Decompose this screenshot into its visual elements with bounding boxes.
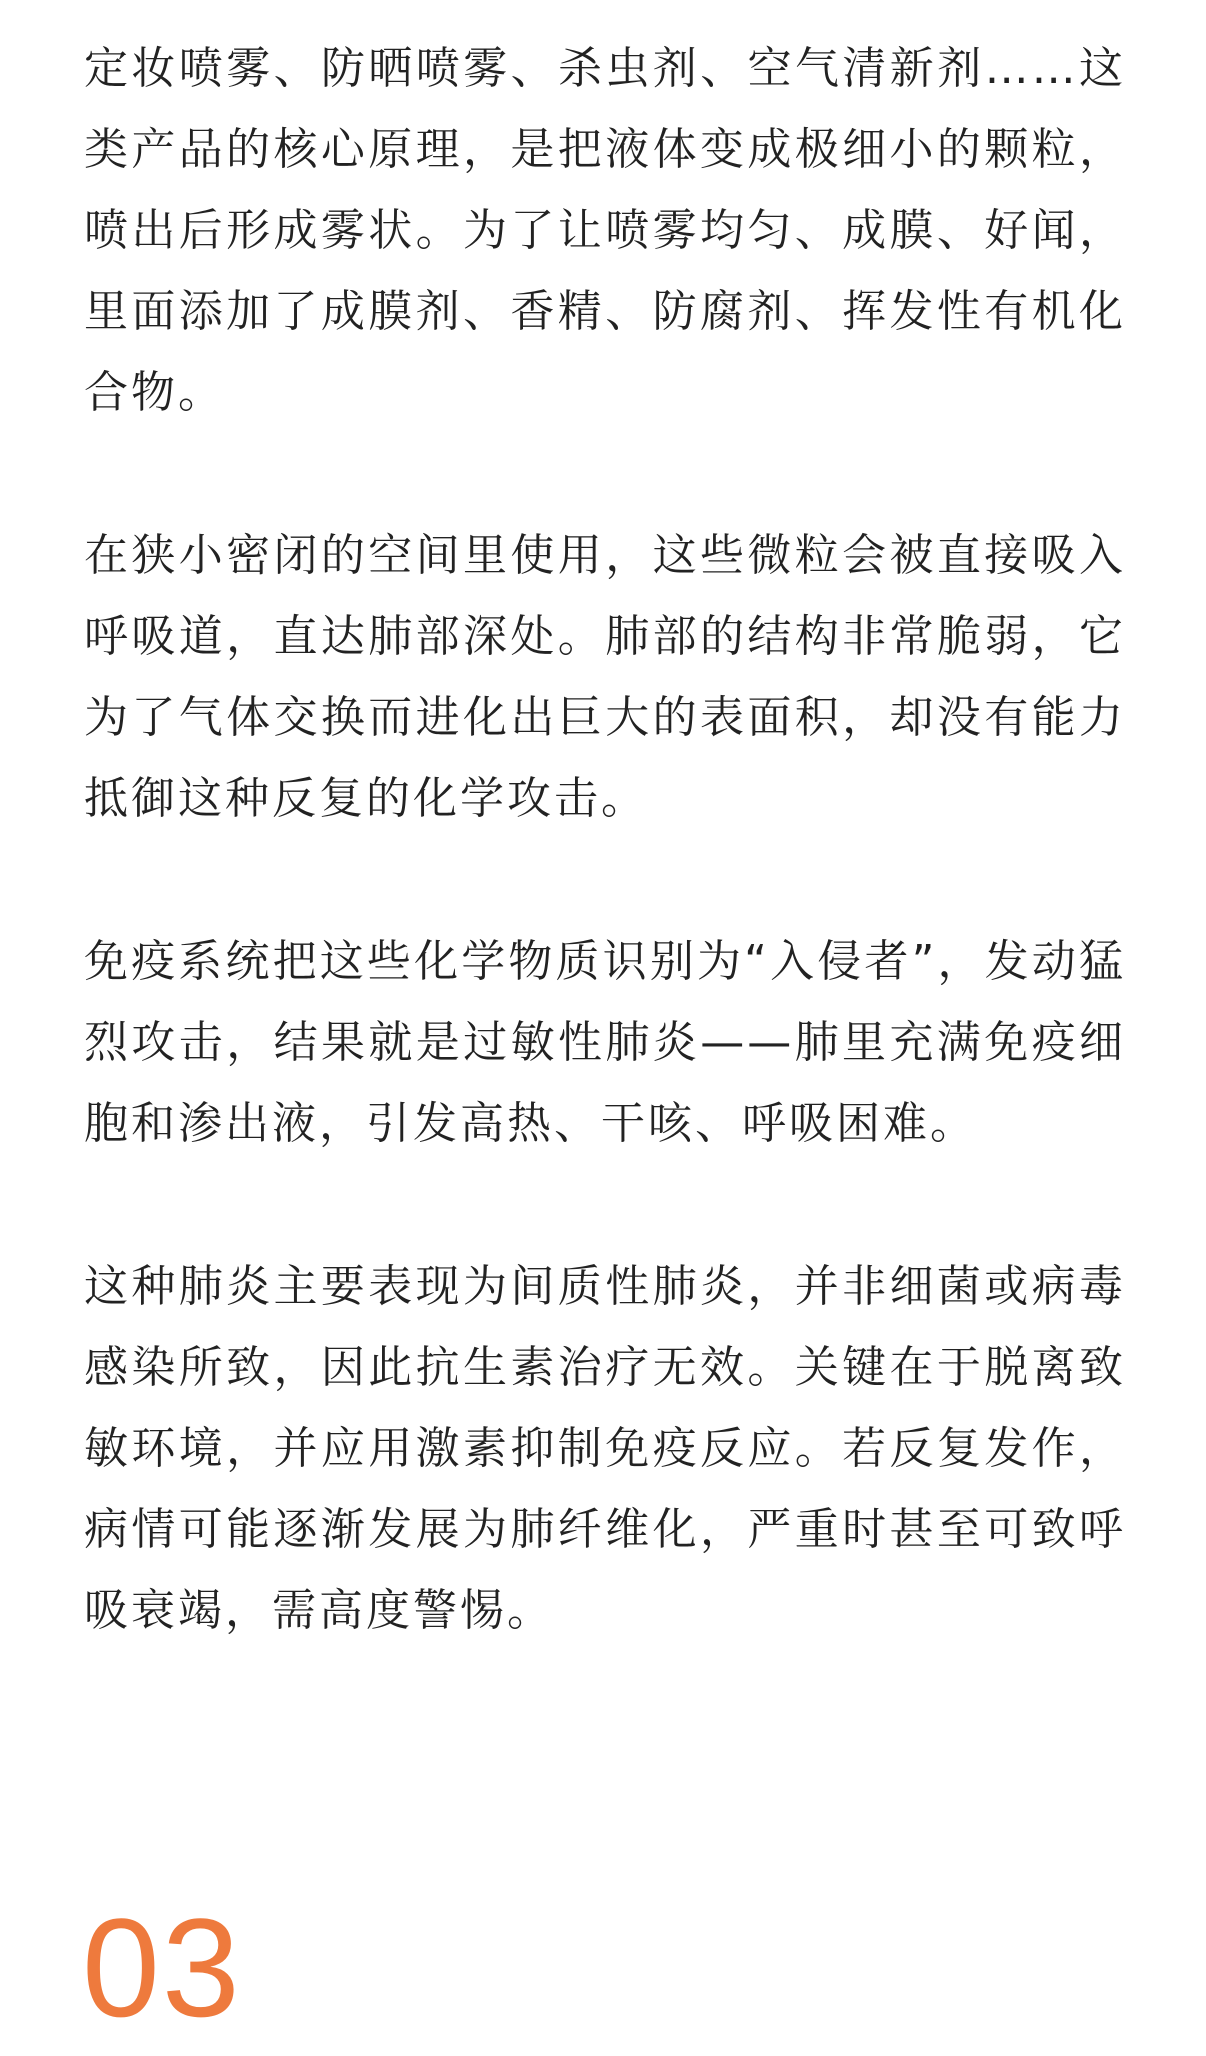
article-body <box>84 28 1126 1733</box>
paragraph-treatment: 这种肺炎主要表现为间质性肺炎，并非细菌或病毒感染所致，因此抗生素治疗无效。关键在于脱离致敏环境，并应用激素抑制免疫反应。若反复发作，病情可能逐渐发展为肺纤维化，严重时甚至可致呼吸衰竭，需高度警惕。 <box>84 1261 1126 1636</box>
paragraph-spray-principle: 定妆喷雾、防晒喷雾、杀虫剂、空气清新剂……这类产品的核心原理，是把液体变成极细小的颗粒，喷出后形成雾状。为了让喷雾均匀、成膜、好闻，里面添加了成膜剂、香精、防腐剂、挥发性有机化合物。 <box>84 43 1126 418</box>
paragraph-immune-response: 免疫系统把这些化学物质识别为“入侵者”，发动猛烈攻击，结果就是过敏性肺炎——肺里充满免疫细胞和渗出液，引发高热、干咳、呼吸困难。 <box>84 936 1126 1149</box>
paragraph-lung-inhalation: 在狭小密闭的空间里使用，这些微粒会被直接吸入呼吸道，直达肺部深处。肺部的结构非常脆弱，它为了气体交换而进化出巨大的表面积，却没有能力抵御这种反复的化学攻击。 <box>84 530 1126 824</box>
section-number: 03 <box>82 1889 242 2046</box>
